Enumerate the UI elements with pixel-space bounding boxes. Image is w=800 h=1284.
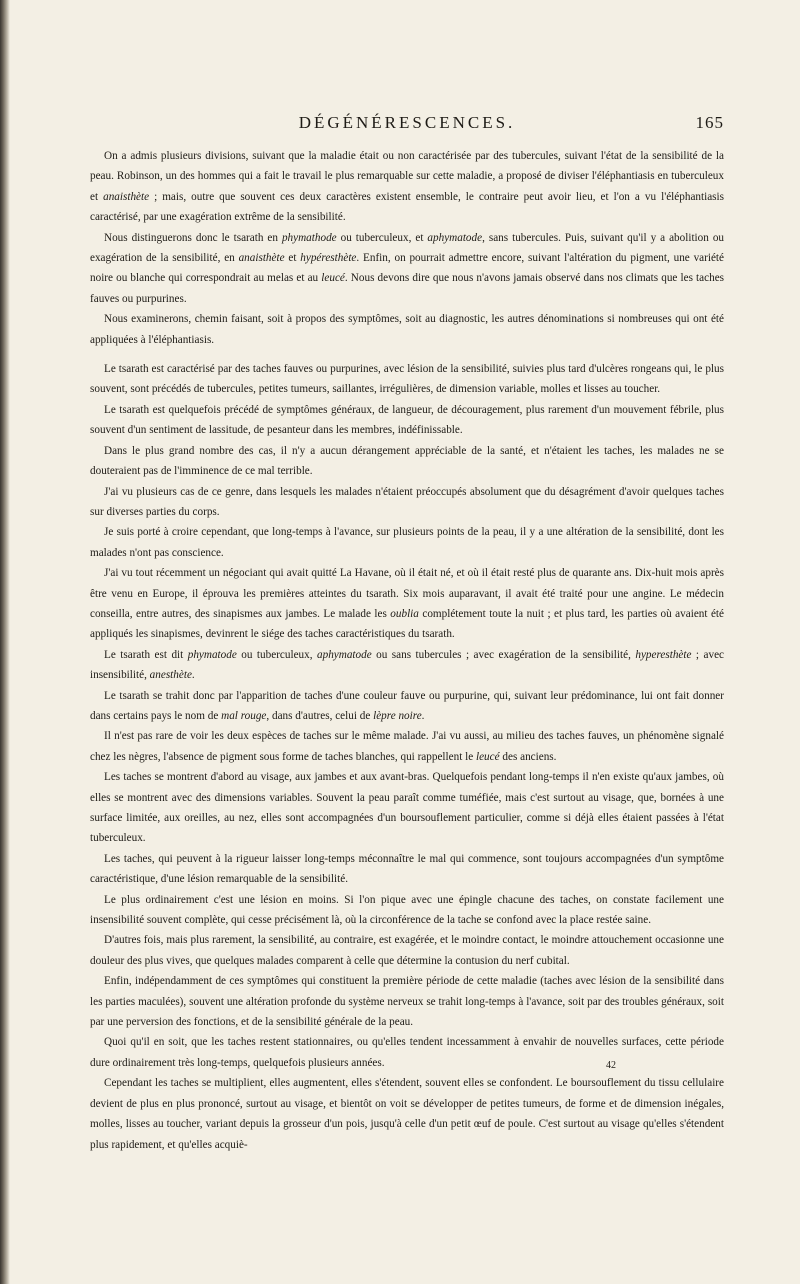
paragraph: Il n'est pas rare de voir les deux espèces de taches sur le même malade. J'ai vu aussi, au milieu des taches fauves, un phénomène signalé chez les nègres, l'absence de pigment sous forme de taches blanches, qui rappellent le leucé des anciens.	[90, 730, 724, 763]
running-title: DÉGÉNÉRESCENCES.	[298, 113, 516, 132]
paragraph: On a admis plusieurs divisions, suivant que la maladie était ou non caractérisée par des tubercules, suivant l'état de la sensibilité de la peau. Robinson, un des hommes qui a fait le travail le plus remarquable sur cette maladie, a proposé de diviser l'éléphantiasis en tuberculeux et anaisthète ; mais, outre que souvent ces deux caractères existent ensemble, le contraire peut avoir lieu, et l'on a vu l'éléphantiasis caractérisé, par une exagération extrême de la sensibilité.	[90, 150, 724, 224]
paragraph: Les taches, qui peuvent à la rigueur laisser long-temps méconnaître le mal qui commence, sont toujours accompagnées d'un symptôme caractéristique, d'une lésion remarquable de la sensibilité.	[90, 852, 724, 886]
paragraph: J'ai vu plusieurs cas de ce genre, dans lesquels les malades n'étaient préoccupés absolument que du désagrément d'avoir quelques taches sur diverses parties du corps.	[90, 485, 724, 518]
paragraph: Le tsarath est dit phymatode ou tuberculeux, aphymatode ou sans tubercules ; avec exagération de la sensibilité, hyperesthète ; avec insensibilité, anesthète.	[90, 648, 724, 682]
paragraph: Le tsarath est caractérisé par des taches fauves ou purpurines, avec lésion de la sensibilité, suivies plus tard d'ulcères rongeans qui, le plus souvent, sont précédés de tubercules, petites tumeurs, saillantes, irrégulières, de dimension variable, molles et lisses au toucher.	[90, 363, 724, 396]
page-number: 165	[695, 113, 724, 132]
paragraph: Nous distinguerons donc le tsarath en phymathode ou tuberculeux, et aphymatode, sans tubercules. Puis, suivant qu'il y a abolition ou exagération de la sensibilité, en anaisthète et hypéresthète. Enfin, on pourrait admettre encore, suivant l'altération du pigment, une variété noire ou blanche qui correspondrait au melas et au leucé. Nous devons dire que nous n'avons jamais observé dans nos climats que les taches fauves ou purpurines.	[90, 231, 725, 305]
paragraph: Les taches se montrent d'abord au visage, aux jambes et aux avant-bras. Quelquefois pendant long-temps il n'en existe qu'aux jambes, où elles se montrent avec des dimensions variables. Souvent la peau paraît comme tuméfiée, mais c'est surtout au visage, que, bornées à une surface limitée, aux oreilles, au nez, elles sont accompagnées d'un boursouflement particulier, comme si déjà elles étaient passées à l'état tuberculeux.	[90, 771, 724, 845]
paragraph: Cependant les taches se multiplient, elles augmentent, elles s'étendent, souvent elles se confondent. Le boursouflement du tissu cellulaire devient de plus en plus prononcé, surtout au visage, et bientôt on voit se développer de petites tumeurs, de forme et de dimension inégales, molles, lisses au toucher, variant depuis la grosseur d'un pois, jusqu'à celle d'un petit œuf de poule. C'est surtout au visage qu'elles s'étendent plus rapidement, et qu'elles acquiè-	[90, 1077, 724, 1151]
paragraph: Quoi qu'il en soit, que les taches restent stationnaires, ou qu'elles tendent incessamment à envahir de nouvelles surfaces, cette période dure ordinairement très long-temps, quelquefois plusieurs années.	[90, 1036, 724, 1069]
paragraph: Le plus ordinairement c'est une lésion en moins. Si l'on pique avec une épingle chacune des taches, on constate facilement une insensibilité souvent complète, qui cesse précisément là, où la circonférence de la tache se confond avec la place restée saine.	[90, 893, 724, 927]
paragraph: Nous examinerons, chemin faisant, soit à propos des symptômes, soit au diagnostic, les autres dénominations si nombreuses qui ont été appliquées à l'éléphantiasis.	[90, 313, 724, 346]
paragraph: D'autres fois, mais plus rarement, la sensibilité, au contraire, est exagérée, et le moindre contact, le moindre attouchement occasionne une douleur des plus vives, que quelques malades comparent à celle que détermine la contusion du nerf cubital.	[90, 934, 724, 967]
page-binding-edge	[0, 0, 10, 1284]
paragraph: Je suis porté à croire cependant, que long-temps à l'avance, sur plusieurs points de la peau, il y a une altération de la sensibilité, dont les malades n'ont pas conscience.	[90, 526, 724, 559]
paragraph: J'ai vu tout récemment un négociant qui avait quitté La Havane, où il était né, et où il était resté plus de quarante ans. Dix-huit mois après être venu en Europe, il éprouva les premières atteintes du tsarath. Six mois auparavant, il avait été traité pour une angine. Le médecin conseilla, entre autres, des sinapismes aux jambes. Le malade les oublia complétement toute la nuit ; et plus tard, les parties où avaient été appliqués les sinapismes, devinrent le siége des taches caractéristiques du tsarath.	[90, 567, 724, 641]
paragraph: Enfin, indépendamment de ces symptômes qui constituent la première période de cette maladie (taches avec lésion de la sensibilité dans les parties maculées), souvent une altération profonde du système nerveux se trahit long-temps à l'avance, soit par des troubles généraux, soit par une perversion des fonctions, et de la sensibilité générale de la peau.	[90, 975, 724, 1029]
paragraph: Le tsarath est quelquefois précédé de symptômes généraux, de langueur, de découragement, plus rarement d'un mouvement fébrile, plus souvent d'un sentiment de lassitude, de pesanteur dans les membres, indéfinissable.	[90, 403, 724, 437]
body-text	[90, 146, 724, 1155]
page-header	[90, 113, 724, 139]
paragraph: Le tsarath se trahit donc par l'apparition de taches d'une couleur fauve ou purpurine, qui, suivant leur prédominance, lui ont fait donner dans certains pays le nom de mal rouge, dans d'autres, celui de lèpre noire.	[90, 689, 724, 722]
printer-signature: 42	[606, 1060, 616, 1071]
paragraph: Dans le plus grand nombre des cas, il n'y a aucun dérangement appréciable de la santé, et n'étaient les taches, les malades ne se douteraient pas de l'imminence de ce mal terrible.	[90, 444, 724, 478]
